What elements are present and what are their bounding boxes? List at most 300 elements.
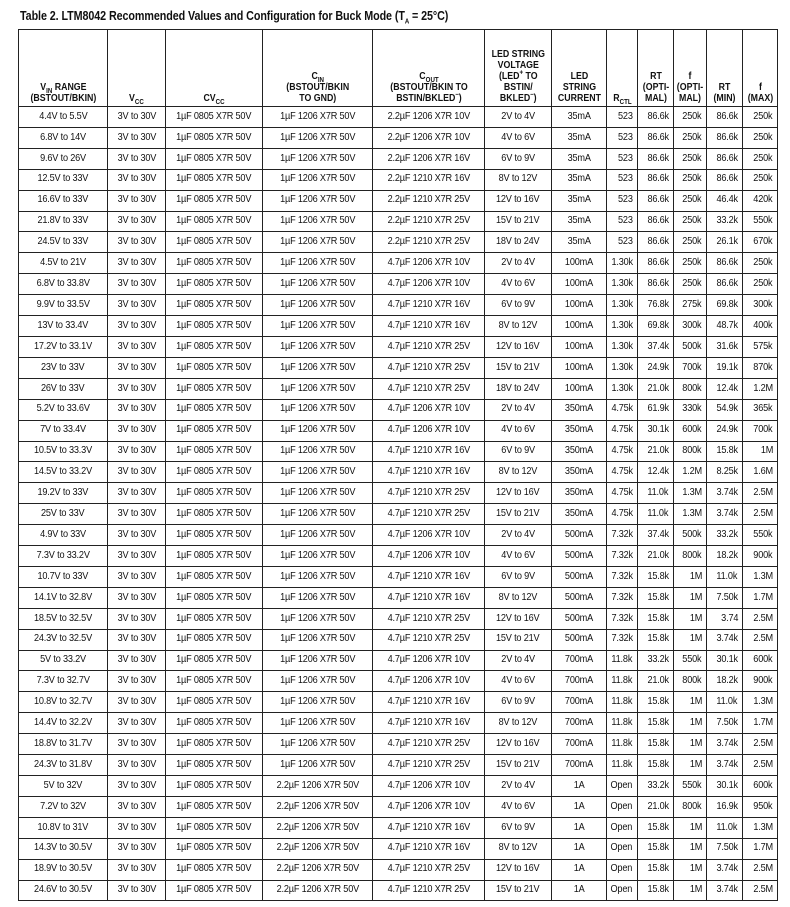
cell-f-max: 300k bbox=[743, 295, 778, 316]
cell-f-max: 2.5M bbox=[743, 504, 778, 525]
cell-f-max: 1.6M bbox=[743, 462, 778, 483]
cell-led-current: 100mA bbox=[552, 357, 607, 378]
cell-vin-range: 24.6V to 30.5V bbox=[19, 880, 108, 901]
cell-cout: 4.7µF 1206 X7R 10V bbox=[373, 546, 485, 567]
cell-f-optimal: 550k bbox=[674, 650, 707, 671]
cell-cin: 1µF 1206 X7R 50V bbox=[263, 587, 373, 608]
cell-f-max: 1.7M bbox=[743, 838, 778, 859]
cell-vin-range: 10.7V to 33V bbox=[19, 566, 108, 587]
cell-led-voltage: 8V to 12V bbox=[485, 838, 552, 859]
cell-cout: 4.7µF 1210 X7R 16V bbox=[373, 838, 485, 859]
cell-f-optimal: 250k bbox=[674, 148, 707, 169]
cell-cvcc: 1µF 0805 X7R 50V bbox=[166, 629, 263, 650]
cell-rt-min: 31.6k bbox=[707, 336, 743, 357]
cell-led-voltage: 8V to 12V bbox=[485, 169, 552, 190]
cell-led-voltage: 8V to 12V bbox=[485, 462, 552, 483]
cell-f-max: 2.5M bbox=[743, 629, 778, 650]
cell-rt-optimal: 86.6k bbox=[638, 107, 674, 128]
cell-f-optimal: 600k bbox=[674, 420, 707, 441]
header-f-optimal: f (OPTI- MAL) bbox=[674, 30, 707, 107]
cell-rt-optimal: 12.4k bbox=[638, 462, 674, 483]
cell-led-current: 100mA bbox=[552, 336, 607, 357]
cell-cout: 2.2µF 1210 X7R 25V bbox=[373, 232, 485, 253]
cell-rctl: 7.32k bbox=[607, 546, 638, 567]
cell-cvcc: 1µF 0805 X7R 50V bbox=[166, 817, 263, 838]
cell-cvcc: 1µF 0805 X7R 50V bbox=[166, 713, 263, 734]
cell-cout: 2.2µF 1210 X7R 16V bbox=[373, 169, 485, 190]
cell-rctl: 11.8k bbox=[607, 692, 638, 713]
cell-vcc: 3V to 30V bbox=[108, 838, 166, 859]
cell-led-current: 700mA bbox=[552, 671, 607, 692]
cell-led-current: 35mA bbox=[552, 211, 607, 232]
cell-vin-range: 5.2V to 33.6V bbox=[19, 399, 108, 420]
cell-rctl: 7.32k bbox=[607, 566, 638, 587]
cell-led-current: 1A bbox=[552, 859, 607, 880]
cell-vcc: 3V to 30V bbox=[108, 462, 166, 483]
cell-vin-range: 7.2V to 32V bbox=[19, 796, 108, 817]
cell-cvcc: 1µF 0805 X7R 50V bbox=[166, 462, 263, 483]
cell-led-current: 35mA bbox=[552, 190, 607, 211]
cell-led-voltage: 15V to 21V bbox=[485, 357, 552, 378]
cell-cout: 4.7µF 1210 X7R 25V bbox=[373, 734, 485, 755]
cell-rt-optimal: 21.0k bbox=[638, 796, 674, 817]
cell-led-voltage: 4V to 6V bbox=[485, 796, 552, 817]
cell-cout: 4.7µF 1210 X7R 16V bbox=[373, 692, 485, 713]
cell-vin-range: 10.5V to 33.3V bbox=[19, 441, 108, 462]
cell-rt-optimal: 15.8k bbox=[638, 608, 674, 629]
cell-cin: 2.2µF 1206 X7R 50V bbox=[263, 859, 373, 880]
cell-rt-optimal: 37.4k bbox=[638, 336, 674, 357]
cell-rctl: 1.30k bbox=[607, 274, 638, 295]
table-row bbox=[19, 546, 778, 567]
cell-rt-optimal: 15.8k bbox=[638, 587, 674, 608]
cell-led-voltage: 18V to 24V bbox=[485, 378, 552, 399]
cell-rt-optimal: 37.4k bbox=[638, 525, 674, 546]
cell-vcc: 3V to 30V bbox=[108, 525, 166, 546]
cell-vin-range: 16.6V to 33V bbox=[19, 190, 108, 211]
table-row bbox=[19, 713, 778, 734]
cell-cvcc: 1µF 0805 X7R 50V bbox=[166, 169, 263, 190]
cell-cvcc: 1µF 0805 X7R 50V bbox=[166, 316, 263, 337]
cell-rctl: 523 bbox=[607, 127, 638, 148]
cell-rt-min: 7.50k bbox=[707, 838, 743, 859]
cell-cin: 2.2µF 1206 X7R 50V bbox=[263, 880, 373, 901]
cell-f-optimal: 1M bbox=[674, 817, 707, 838]
cell-cin: 1µF 1206 X7R 50V bbox=[263, 211, 373, 232]
cell-cout: 2.2µF 1206 X7R 16V bbox=[373, 148, 485, 169]
cell-cout: 4.7µF 1210 X7R 25V bbox=[373, 357, 485, 378]
cell-cin: 1µF 1206 X7R 50V bbox=[263, 608, 373, 629]
cell-vin-range: 6.8V to 33.8V bbox=[19, 274, 108, 295]
cell-vcc: 3V to 30V bbox=[108, 859, 166, 880]
cell-f-max: 420k bbox=[743, 190, 778, 211]
cell-f-optimal: 250k bbox=[674, 190, 707, 211]
cell-vcc: 3V to 30V bbox=[108, 211, 166, 232]
table-row bbox=[19, 357, 778, 378]
cell-led-voltage: 18V to 24V bbox=[485, 232, 552, 253]
cell-led-voltage: 4V to 6V bbox=[485, 127, 552, 148]
cell-f-optimal: 250k bbox=[674, 253, 707, 274]
cell-led-voltage: 4V to 6V bbox=[485, 420, 552, 441]
cell-cin: 1µF 1206 X7R 50V bbox=[263, 462, 373, 483]
cell-led-voltage: 6V to 9V bbox=[485, 148, 552, 169]
cell-cvcc: 1µF 0805 X7R 50V bbox=[166, 525, 263, 546]
cell-rt-optimal: 86.6k bbox=[638, 169, 674, 190]
cell-cin: 2.2µF 1206 X7R 50V bbox=[263, 817, 373, 838]
table-row bbox=[19, 734, 778, 755]
cell-rt-min: 15.8k bbox=[707, 441, 743, 462]
cell-cin: 1µF 1206 X7R 50V bbox=[263, 650, 373, 671]
table-row bbox=[19, 211, 778, 232]
cell-led-current: 700mA bbox=[552, 692, 607, 713]
cell-vcc: 3V to 30V bbox=[108, 357, 166, 378]
table-row bbox=[19, 399, 778, 420]
cell-rt-optimal: 76.8k bbox=[638, 295, 674, 316]
cell-f-optimal: 250k bbox=[674, 127, 707, 148]
cell-cvcc: 1µF 0805 X7R 50V bbox=[166, 232, 263, 253]
table-row bbox=[19, 650, 778, 671]
table-row bbox=[19, 817, 778, 838]
cell-led-voltage: 15V to 21V bbox=[485, 880, 552, 901]
cell-f-max: 2.5M bbox=[743, 608, 778, 629]
cell-cout: 4.7µF 1210 X7R 16V bbox=[373, 713, 485, 734]
cell-cin: 2.2µF 1206 X7R 50V bbox=[263, 776, 373, 797]
cell-cout: 4.7µF 1210 X7R 25V bbox=[373, 859, 485, 880]
cell-rt-optimal: 24.9k bbox=[638, 357, 674, 378]
cell-cout: 4.7µF 1210 X7R 16V bbox=[373, 441, 485, 462]
cell-vin-range: 4.5V to 21V bbox=[19, 253, 108, 274]
cell-cvcc: 1µF 0805 X7R 50V bbox=[166, 483, 263, 504]
cell-vcc: 3V to 30V bbox=[108, 316, 166, 337]
cell-cin: 1µF 1206 X7R 50V bbox=[263, 692, 373, 713]
cell-cin: 1µF 1206 X7R 50V bbox=[263, 566, 373, 587]
cell-f-max: 250k bbox=[743, 127, 778, 148]
cell-rctl: 1.30k bbox=[607, 357, 638, 378]
table-row bbox=[19, 274, 778, 295]
cell-cin: 1µF 1206 X7R 50V bbox=[263, 169, 373, 190]
cell-rt-min: 8.25k bbox=[707, 462, 743, 483]
cell-rt-optimal: 86.6k bbox=[638, 190, 674, 211]
recommended-values-table bbox=[18, 29, 778, 901]
cell-rctl: 11.8k bbox=[607, 755, 638, 776]
cell-led-current: 500mA bbox=[552, 629, 607, 650]
cell-led-voltage: 2V to 4V bbox=[485, 399, 552, 420]
cell-f-max: 2.5M bbox=[743, 483, 778, 504]
cell-rt-optimal: 15.8k bbox=[638, 713, 674, 734]
cell-cvcc: 1µF 0805 X7R 50V bbox=[166, 295, 263, 316]
cell-rt-optimal: 86.6k bbox=[638, 253, 674, 274]
cell-vcc: 3V to 30V bbox=[108, 399, 166, 420]
cell-led-current: 1A bbox=[552, 776, 607, 797]
cell-vcc: 3V to 30V bbox=[108, 734, 166, 755]
cell-led-current: 100mA bbox=[552, 274, 607, 295]
cell-rt-optimal: 86.6k bbox=[638, 274, 674, 295]
cell-rctl: 523 bbox=[607, 169, 638, 190]
cell-cvcc: 1µF 0805 X7R 50V bbox=[166, 692, 263, 713]
cell-vcc: 3V to 30V bbox=[108, 232, 166, 253]
cell-f-max: 250k bbox=[743, 107, 778, 128]
cell-cvcc: 1µF 0805 X7R 50V bbox=[166, 107, 263, 128]
cell-rctl: 1.30k bbox=[607, 316, 638, 337]
cell-f-optimal: 275k bbox=[674, 295, 707, 316]
cell-led-current: 500mA bbox=[552, 587, 607, 608]
cell-vcc: 3V to 30V bbox=[108, 336, 166, 357]
cell-vin-range: 24.3V to 32.5V bbox=[19, 629, 108, 650]
cell-vin-range: 14.4V to 32.2V bbox=[19, 713, 108, 734]
cell-cvcc: 1µF 0805 X7R 50V bbox=[166, 776, 263, 797]
cell-cvcc: 1µF 0805 X7R 50V bbox=[166, 420, 263, 441]
header-led-string-voltage: LED STRING VOLTAGE (LED+ TO BSTIN/ BKLED–) bbox=[485, 30, 552, 107]
cell-vcc: 3V to 30V bbox=[108, 274, 166, 295]
table-row bbox=[19, 525, 778, 546]
cell-rt-optimal: 15.8k bbox=[638, 838, 674, 859]
cell-led-voltage: 12V to 16V bbox=[485, 608, 552, 629]
cell-cout: 4.7µF 1210 X7R 25V bbox=[373, 755, 485, 776]
cell-rt-optimal: 11.0k bbox=[638, 483, 674, 504]
cell-f-optimal: 1M bbox=[674, 566, 707, 587]
cell-f-optimal: 1M bbox=[674, 608, 707, 629]
cell-f-optimal: 500k bbox=[674, 525, 707, 546]
cell-rt-optimal: 86.6k bbox=[638, 127, 674, 148]
cell-vin-range: 17.2V to 33.1V bbox=[19, 336, 108, 357]
cell-vcc: 3V to 30V bbox=[108, 692, 166, 713]
cell-cout: 2.2µF 1206 X7R 10V bbox=[373, 107, 485, 128]
cell-led-voltage: 6V to 9V bbox=[485, 441, 552, 462]
cell-f-max: 670k bbox=[743, 232, 778, 253]
cell-rt-min: 33.2k bbox=[707, 525, 743, 546]
cell-led-current: 350mA bbox=[552, 504, 607, 525]
cell-rt-optimal: 86.6k bbox=[638, 232, 674, 253]
cell-rt-optimal: 15.8k bbox=[638, 755, 674, 776]
cell-led-current: 700mA bbox=[552, 734, 607, 755]
cell-rctl: Open bbox=[607, 817, 638, 838]
cell-f-optimal: 1M bbox=[674, 859, 707, 880]
cell-rt-min: 18.2k bbox=[707, 546, 743, 567]
cell-f-optimal: 330k bbox=[674, 399, 707, 420]
cell-rt-optimal: 61.9k bbox=[638, 399, 674, 420]
cell-cvcc: 1µF 0805 X7R 50V bbox=[166, 880, 263, 901]
cell-vcc: 3V to 30V bbox=[108, 295, 166, 316]
cell-vcc: 3V to 30V bbox=[108, 587, 166, 608]
cell-rctl: Open bbox=[607, 776, 638, 797]
cell-f-max: 250k bbox=[743, 253, 778, 274]
cell-led-voltage: 2V to 4V bbox=[485, 650, 552, 671]
cell-cvcc: 1µF 0805 X7R 50V bbox=[166, 399, 263, 420]
cell-cvcc: 1µF 0805 X7R 50V bbox=[166, 357, 263, 378]
cell-rt-optimal: 21.0k bbox=[638, 671, 674, 692]
cell-led-voltage: 12V to 16V bbox=[485, 483, 552, 504]
cell-f-optimal: 1.2M bbox=[674, 462, 707, 483]
header-vcc: $V_{CC}$ bbox=[108, 30, 166, 107]
cell-cin: 1µF 1206 X7R 50V bbox=[263, 504, 373, 525]
cell-vin-range: 4.4V to 5.5V bbox=[19, 107, 108, 128]
cell-vin-range: 10.8V to 31V bbox=[19, 817, 108, 838]
cell-rt-min: 69.8k bbox=[707, 295, 743, 316]
cell-cout: 4.7µF 1210 X7R 25V bbox=[373, 629, 485, 650]
cell-led-voltage: 15V to 21V bbox=[485, 211, 552, 232]
table-title-text: Table 2. LTM8042 Recommended Values and Configuration for Buck Mode (T bbox=[20, 9, 405, 23]
cell-cvcc: 1µF 0805 X7R 50V bbox=[166, 566, 263, 587]
cell-f-max: 550k bbox=[743, 211, 778, 232]
cell-cin: 1µF 1206 X7R 50V bbox=[263, 127, 373, 148]
cell-vcc: 3V to 30V bbox=[108, 546, 166, 567]
cell-cvcc: 1µF 0805 X7R 50V bbox=[166, 546, 263, 567]
cell-rt-optimal: 15.8k bbox=[638, 692, 674, 713]
table-row bbox=[19, 462, 778, 483]
cell-f-max: 365k bbox=[743, 399, 778, 420]
cell-f-max: 600k bbox=[743, 650, 778, 671]
cell-cout: 4.7µF 1210 X7R 25V bbox=[373, 880, 485, 901]
cell-rt-optimal: 21.0k bbox=[638, 378, 674, 399]
cell-cvcc: 1µF 0805 X7R 50V bbox=[166, 755, 263, 776]
cell-f-max: 2.5M bbox=[743, 859, 778, 880]
table-row bbox=[19, 378, 778, 399]
cell-vin-range: 14.3V to 30.5V bbox=[19, 838, 108, 859]
cell-led-voltage: 15V to 21V bbox=[485, 504, 552, 525]
cell-rctl: 1.30k bbox=[607, 336, 638, 357]
cell-rt-optimal: 15.8k bbox=[638, 734, 674, 755]
cell-led-voltage: 15V to 21V bbox=[485, 629, 552, 650]
cell-cout: 4.7µF 1210 X7R 16V bbox=[373, 462, 485, 483]
cell-cin: 2.2µF 1206 X7R 50V bbox=[263, 796, 373, 817]
cell-f-optimal: 1M bbox=[674, 755, 707, 776]
cell-rctl: Open bbox=[607, 859, 638, 880]
cell-f-optimal: 800k bbox=[674, 378, 707, 399]
cell-f-optimal: 250k bbox=[674, 211, 707, 232]
cell-led-current: 1A bbox=[552, 838, 607, 859]
cell-rt-optimal: 21.0k bbox=[638, 546, 674, 567]
cell-led-voltage: 4V to 6V bbox=[485, 671, 552, 692]
cell-rt-min: 86.6k bbox=[707, 107, 743, 128]
cell-cvcc: 1µF 0805 X7R 50V bbox=[166, 796, 263, 817]
cell-cout: 2.2µF 1206 X7R 10V bbox=[373, 127, 485, 148]
cell-led-voltage: 2V to 4V bbox=[485, 525, 552, 546]
cell-f-optimal: 1.3M bbox=[674, 504, 707, 525]
cell-f-optimal: 1M bbox=[674, 880, 707, 901]
cell-f-optimal: 250k bbox=[674, 274, 707, 295]
cell-led-current: 100mA bbox=[552, 378, 607, 399]
cell-f-optimal: 700k bbox=[674, 357, 707, 378]
cell-rt-optimal: 15.8k bbox=[638, 859, 674, 880]
cell-vin-range: 7V to 33.4V bbox=[19, 420, 108, 441]
cell-f-optimal: 1M bbox=[674, 734, 707, 755]
table-row bbox=[19, 169, 778, 190]
cell-cin: 1µF 1206 X7R 50V bbox=[263, 378, 373, 399]
table-row bbox=[19, 504, 778, 525]
cell-rt-min: 7.50k bbox=[707, 713, 743, 734]
cell-vin-range: 24.3V to 31.8V bbox=[19, 755, 108, 776]
cell-rt-optimal: 15.8k bbox=[638, 566, 674, 587]
cell-vin-range: 5V to 32V bbox=[19, 776, 108, 797]
cell-f-max: 250k bbox=[743, 148, 778, 169]
table-row bbox=[19, 587, 778, 608]
cell-vcc: 3V to 30V bbox=[108, 190, 166, 211]
cell-cin: 1µF 1206 X7R 50V bbox=[263, 629, 373, 650]
cell-vin-range: 12.5V to 33V bbox=[19, 169, 108, 190]
cell-cvcc: 1µF 0805 X7R 50V bbox=[166, 838, 263, 859]
cell-vin-range: 7.3V to 33.2V bbox=[19, 546, 108, 567]
cell-rt-min: 11.0k bbox=[707, 817, 743, 838]
cell-f-optimal: 1M bbox=[674, 629, 707, 650]
table-row bbox=[19, 776, 778, 797]
cell-led-current: 100mA bbox=[552, 253, 607, 274]
table-row bbox=[19, 232, 778, 253]
cell-vcc: 3V to 30V bbox=[108, 566, 166, 587]
cell-cvcc: 1µF 0805 X7R 50V bbox=[166, 274, 263, 295]
cell-vin-range: 7.3V to 32.7V bbox=[19, 671, 108, 692]
cell-f-optimal: 250k bbox=[674, 107, 707, 128]
cell-led-voltage: 12V to 16V bbox=[485, 859, 552, 880]
cell-led-current: 350mA bbox=[552, 483, 607, 504]
cell-f-optimal: 250k bbox=[674, 169, 707, 190]
cell-cout: 4.7µF 1210 X7R 16V bbox=[373, 566, 485, 587]
cell-cin: 1µF 1206 X7R 50V bbox=[263, 148, 373, 169]
cell-rt-min: 3.74 bbox=[707, 608, 743, 629]
cell-led-voltage: 8V to 12V bbox=[485, 713, 552, 734]
cell-rctl: 1.30k bbox=[607, 253, 638, 274]
cell-vin-range: 18.9V to 30.5V bbox=[19, 859, 108, 880]
cell-rt-optimal: 33.2k bbox=[638, 776, 674, 797]
cell-vcc: 3V to 30V bbox=[108, 755, 166, 776]
table-row bbox=[19, 671, 778, 692]
cell-f-optimal: 1M bbox=[674, 692, 707, 713]
cell-cout: 4.7µF 1210 X7R 25V bbox=[373, 378, 485, 399]
cell-rctl: 4.75k bbox=[607, 483, 638, 504]
cell-cvcc: 1µF 0805 X7R 50V bbox=[166, 190, 263, 211]
cell-vcc: 3V to 30V bbox=[108, 796, 166, 817]
cell-f-optimal: 1M bbox=[674, 587, 707, 608]
cell-rctl: 7.32k bbox=[607, 525, 638, 546]
cell-vin-range: 25V to 33V bbox=[19, 504, 108, 525]
header-vin-range: $V_{IN}$ RANGE (BSTOUT/BKIN) bbox=[19, 30, 108, 107]
cell-rt-min: 11.0k bbox=[707, 566, 743, 587]
cell-rt-min: 11.0k bbox=[707, 692, 743, 713]
table-row bbox=[19, 420, 778, 441]
cell-f-max: 400k bbox=[743, 316, 778, 337]
cell-cout: 4.7µF 1206 X7R 10V bbox=[373, 274, 485, 295]
cell-cvcc: 1µF 0805 X7R 50V bbox=[166, 336, 263, 357]
cell-vcc: 3V to 30V bbox=[108, 107, 166, 128]
cell-cin: 1µF 1206 X7R 50V bbox=[263, 525, 373, 546]
cell-cout: 4.7µF 1210 X7R 25V bbox=[373, 608, 485, 629]
cell-vin-range: 5V to 33.2V bbox=[19, 650, 108, 671]
cell-f-max: 1.7M bbox=[743, 713, 778, 734]
cell-f-max: 2.5M bbox=[743, 880, 778, 901]
cell-vcc: 3V to 30V bbox=[108, 169, 166, 190]
header-cvcc: $CV_{CC}$ bbox=[166, 30, 263, 107]
cell-f-max: 900k bbox=[743, 546, 778, 567]
cell-cout: 4.7µF 1206 X7R 10V bbox=[373, 399, 485, 420]
cell-cin: 1µF 1206 X7R 50V bbox=[263, 107, 373, 128]
table-header-row bbox=[19, 30, 778, 107]
cell-f-optimal: 800k bbox=[674, 671, 707, 692]
cell-rt-min: 19.1k bbox=[707, 357, 743, 378]
cell-rt-optimal: 86.6k bbox=[638, 211, 674, 232]
cell-rctl: 4.75k bbox=[607, 399, 638, 420]
cell-rt-min: 86.6k bbox=[707, 253, 743, 274]
cell-rt-min: 18.2k bbox=[707, 671, 743, 692]
cell-led-voltage: 4V to 6V bbox=[485, 274, 552, 295]
cell-cout: 2.2µF 1210 X7R 25V bbox=[373, 190, 485, 211]
cell-led-current: 35mA bbox=[552, 107, 607, 128]
cell-led-current: 350mA bbox=[552, 420, 607, 441]
header-rt-optimal: RT (OPTI- MAL) bbox=[638, 30, 674, 107]
cell-rt-optimal: 21.0k bbox=[638, 441, 674, 462]
cell-vcc: 3V to 30V bbox=[108, 608, 166, 629]
cell-f-optimal: 300k bbox=[674, 316, 707, 337]
table-row bbox=[19, 336, 778, 357]
table-row bbox=[19, 316, 778, 337]
